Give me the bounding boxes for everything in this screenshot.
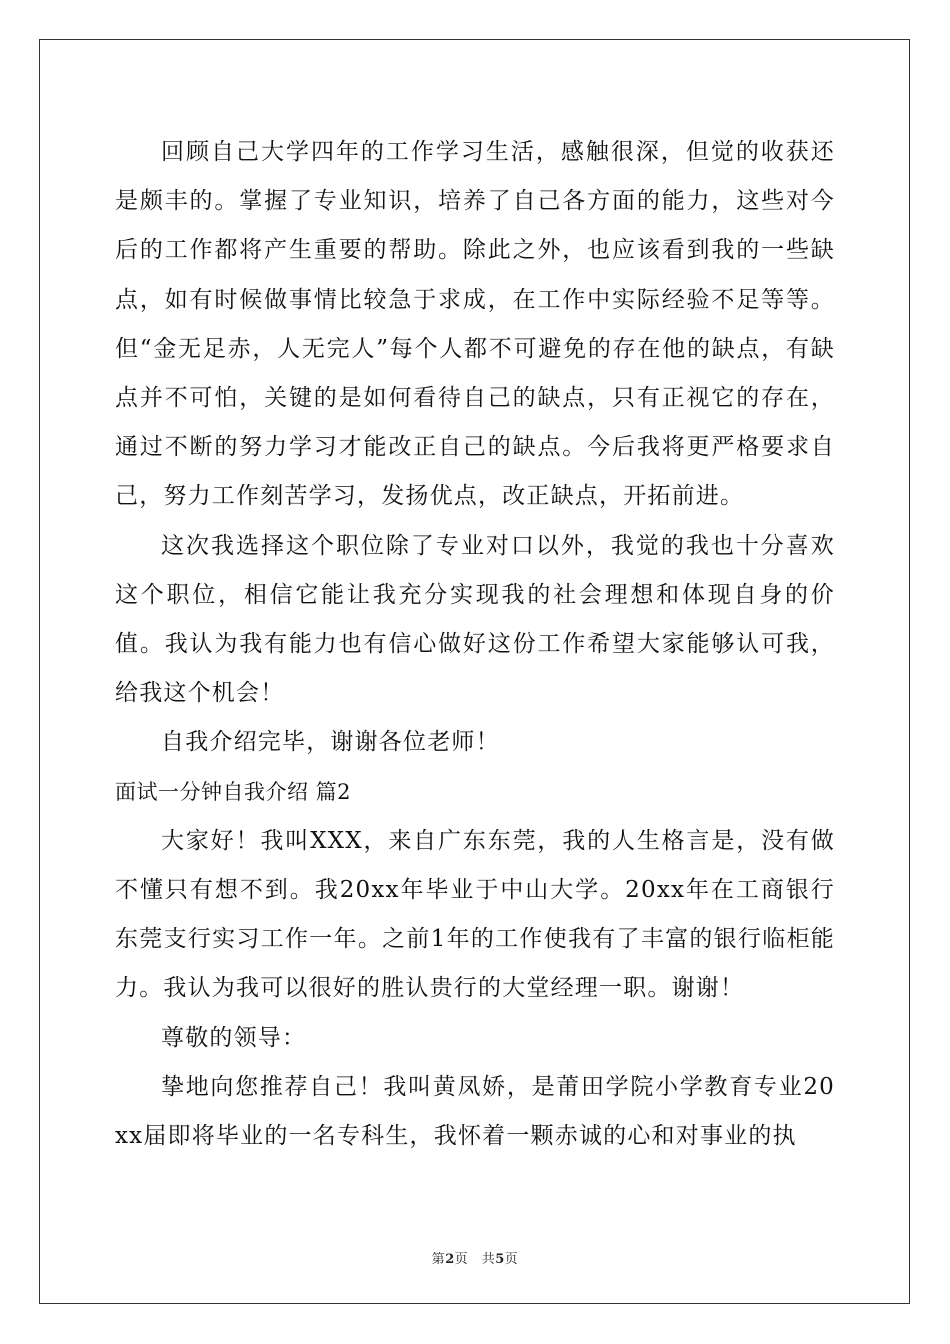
paragraph-closing: 自我介绍完毕，谢谢各位老师！ (161, 729, 500, 756)
footer-page-current: 2 (445, 1252, 455, 1267)
paragraph-salutation: 尊敬的领导： (161, 1024, 307, 1051)
page-footer (0, 1248, 950, 1267)
footer-page-mid: 页 共 (454, 1252, 496, 1267)
paragraph-reflection: 回顾自己大学四年的工作学习生活，感触很深，但觉的收获还是颇丰的。掌握了专业知识，培养了自己各方面的能力，这些对今后的工作都将产生重要的帮助。除此之外，也应该看到我的一些缺点，如有时候做事情比较急于求成，在工作中实际经验不足等等。但“金无足赤，人无完人”每个人都不可避免的存在他的缺点，有缺点并不可怕，关键的是如何看待自己的缺点，只有正视它的存在，通过不断的努力学习才能改正自己的缺点。今后我将更严格要求自己，努力工作刻苦学习，发扬优点，改正缺点，开拓前进。 (115, 139, 835, 510)
footer-page-total: 5 (495, 1252, 505, 1267)
document-body (115, 128, 835, 1161)
paragraph-job-choice: 这次我选择这个职位除了专业对口以外，我觉的我也十分喜欢这个职位，相信它能让我充分实现我的社会理想和体现自身的价值。我认为我有能力也有信心做好这份工作希望大家能够认可我，给我这个机会！ (115, 532, 835, 707)
footer-page-suffix: 页 (504, 1252, 519, 1267)
paragraph-intro-2: 大家好！我叫XXX，来自广东东莞，我的人生格言是，没有做不懂只有想不到。我20xx年毕业于中山大学。20xx年在工商银行东莞支行实习工作一年。之前1年的工作使我有了丰富的银行临柜能力。我认为我可以很好的胜认贵行的大堂经理一职。谢谢！ (115, 827, 835, 1002)
section-heading: 面试一分钟自我介绍 篇2 (115, 779, 352, 804)
footer-page-prefix: 第 (431, 1252, 446, 1267)
paragraph-recommendation: 挚地向您推荐自己！我叫黄凤娇，是莆田学院小学教育专业20xx届即将毕业的一名专科生，我怀着一颗赤诚的心和对事业的执 (115, 1073, 835, 1150)
